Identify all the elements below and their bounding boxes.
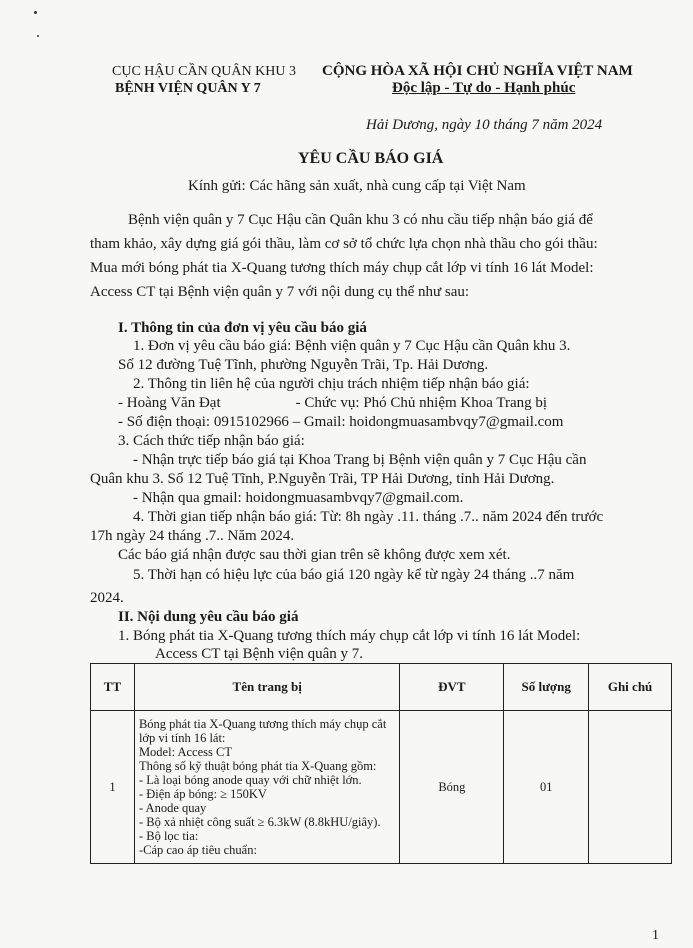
section1-line: - Hoàng Văn Đạt - Chức vụ: Phó Chủ nhiệm Khoa Trang bị [118, 395, 548, 411]
section2-item: 1. Bóng phát tia X-Quang tương thích máy chụp cắt lớp vi tính 16 lát Model: [118, 628, 581, 644]
page-title: YÊU CẦU BÁO GIÁ [298, 150, 444, 167]
col-header-note: Ghi chú [589, 664, 672, 711]
section1-line: Các báo giá nhận được sau thời gian trên sẽ không được xem xét. [118, 547, 511, 563]
section1-line: Quân khu 3. Số 12 Tuệ Tĩnh, P.Nguyễn Trãi, TP Hải Dương, tỉnh Hải Dương. [90, 471, 555, 487]
row-tt: 1 [91, 711, 135, 864]
org-name: CỤC HẬU CẦN QUÂN KHU 3 [112, 64, 296, 79]
intro-line: Access CT tại Bệnh viện quân y 7 với nội dung cụ thể như sau: [90, 284, 470, 300]
hospital-name: BỆNH VIỆN QUÂN Y 7 [115, 81, 261, 96]
section-heading: I. Thông tin của đơn vị yêu cầu báo giá [118, 320, 367, 336]
intro-line: Mua mới bóng phát tia X-Quang tương thích máy chụp cắt lớp vi tính 16 lát Model: [90, 260, 594, 276]
section1-line: - Số điện thoại: 0915102966 – Gmail: hoidongmuasambvqy7@gmail.com [118, 414, 564, 430]
desc-line: Thông số kỹ thuật bóng phát tia X-Quang gồm: [138, 759, 377, 773]
desc-line: - Điện áp bóng: ≥ 150KV [138, 787, 267, 801]
page-number: 1 [652, 928, 659, 943]
equipment-table [90, 663, 672, 864]
col-header-tt: TT [91, 664, 135, 711]
section1-line: Số 12 đường Tuệ Tĩnh, phường Nguyễn Trãi, Tp. Hải Dương. [118, 357, 489, 373]
desc-line: -Cáp cao áp tiêu chuẩn: [138, 843, 257, 857]
desc-line: Model: Access CT [138, 745, 232, 759]
section1-line: 2. Thông tin liên hệ của người chịu trách nhiệm tiếp nhận báo giá: [133, 376, 530, 392]
row-qty: 01 [504, 711, 589, 864]
desc-line: - Bộ xả nhiệt công suất ≥ 6.3kW (8.8kHU/giây). [138, 815, 381, 829]
motto: Độc lập - Tự do - Hạnh phúc [392, 80, 576, 96]
intro-line: tham khảo, xây dựng giá gói thầu, làm cơ sở tổ chức lựa chọn nhà thầu cho gói thầu: [90, 236, 598, 252]
row-note [589, 711, 672, 864]
scan-speck [37, 35, 39, 37]
section1-line: 1. Đơn vị yêu cầu báo giá: Bệnh viện quân y 7 Cục Hậu cần Quân khu 3. [133, 338, 571, 354]
desc-line: Bóng phát tia X-Quang tương thích máy chụp cắt lớp vi tính 16 lát: [138, 717, 387, 745]
desc-line: - Bộ lọc tia: [138, 829, 199, 843]
section1-line: 17h ngày 24 tháng .7.. Năm 2024. [90, 528, 295, 544]
col-header-unit: ĐVT [400, 664, 504, 711]
section1-line: 3. Cách thức tiếp nhận báo giá: [118, 433, 305, 449]
greeting: Kính gửi: Các hãng sản xuất, nhà cung cấp tại Việt Nam [188, 178, 526, 194]
col-header-name: Tên trang bị [134, 664, 400, 711]
date-line: Hải Dương, ngày 10 tháng 7 năm 2024 [366, 117, 603, 133]
section1-line: - Nhận qua gmail: hoidongmuasambvqy7@gmail.com. [133, 490, 464, 506]
section1-line: 2024. [90, 590, 124, 606]
row-description [134, 711, 400, 864]
row-unit: Bóng [400, 711, 504, 864]
section2-item: Access CT tại Bệnh viện quân y 7. [155, 646, 364, 662]
section-heading: II. Nội dung yêu cầu báo giá [118, 609, 299, 625]
section1-line: 5. Thời hạn có hiệu lực của báo giá 120 ngày kể từ ngày 24 tháng ..7 năm [133, 567, 575, 583]
scan-speck [34, 11, 37, 14]
table-row [91, 711, 672, 864]
desc-line: - Là loại bóng anode quay với chữ nhiệt lớn. [138, 773, 362, 787]
col-header-qty: Số lượng [504, 664, 589, 711]
intro-line: Bệnh viện quân y 7 Cục Hậu cần Quân khu 3 có nhu cầu tiếp nhận báo giá để [128, 212, 593, 228]
section1-line: - Nhận trực tiếp báo giá tại Khoa Trang bị Bệnh viện quân y 7 Cục Hậu cần [133, 452, 587, 468]
section1-line: 4. Thời gian tiếp nhận báo giá: Từ: 8h ngày .11. tháng .7.. năm 2024 đến trước [133, 509, 604, 525]
nation-title: CỘNG HÒA XÃ HỘI CHỦ NGHĨA VIỆT NAM [322, 63, 633, 79]
desc-line: - Anode quay [138, 801, 207, 815]
table-header-row [91, 664, 672, 711]
